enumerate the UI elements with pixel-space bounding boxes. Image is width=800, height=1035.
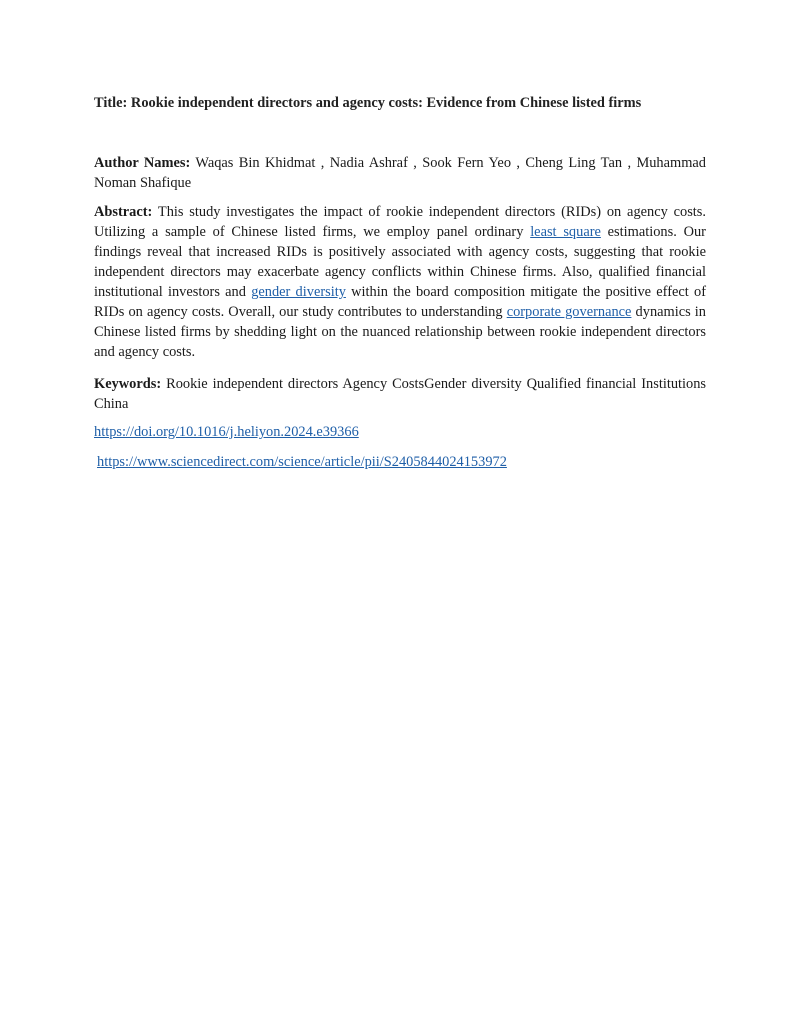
doi-line	[94, 422, 359, 442]
abstract-text-4: dynamics in Chinese listed firms by shedding light on the nuanced relationship between rookie independent directors and agency costs.	[94, 304, 706, 360]
sciencedirect-link[interactable]: https://www.sciencedirect.com/science/article/pii/S2405844024153972	[97, 454, 507, 470]
authors-paragraph	[94, 153, 706, 193]
keywords-label: Keywords:	[94, 376, 162, 392]
paper-title: Rookie independent directors and agency costs: Evidence from Chinese listed firms	[130, 95, 642, 111]
keywords-paragraph	[94, 374, 706, 414]
authors-label: Author Names:	[94, 155, 191, 171]
sciencedirect-line	[97, 452, 507, 472]
keywords-text: Rookie independent directors Agency CostsGender diversity Qualified financial Institutions China	[94, 376, 706, 412]
gender-diversity-link[interactable]: gender diversity	[251, 284, 346, 300]
abstract-text-2: estimations. Our findings reveal that increased RIDs is positively associated with agency costs, suggesting that rookie independent directors may exacerbate agency conflicts within Chinese firms. Also, qualified financial institutional investors and	[94, 224, 706, 300]
abstract-paragraph	[94, 202, 706, 362]
abstract-text-1: This study investigates the impact of rookie independent directors (RIDs) on agency costs. Utilizing a sample of Chinese listed firms, we employ panel ordinary	[94, 204, 706, 240]
corporate-governance-link[interactable]: corporate governance	[506, 304, 632, 320]
abstract-text-3: within the board composition mitigate the positive effect of RIDs on agency costs. Overall, our study contributes to understanding	[94, 284, 706, 320]
least-square-link[interactable]: least square	[530, 224, 601, 240]
title-label: Title:	[94, 95, 128, 111]
abstract-label: Abstract:	[94, 204, 153, 220]
title-paragraph	[94, 93, 706, 113]
author-names: Waqas Bin Khidmat , Nadia Ashraf , Sook Fern Yeo , Cheng Ling Tan , Muhammad Noman Shafique	[94, 155, 706, 191]
doi-link[interactable]: https://doi.org/10.1016/j.heliyon.2024.e39366	[94, 424, 359, 440]
